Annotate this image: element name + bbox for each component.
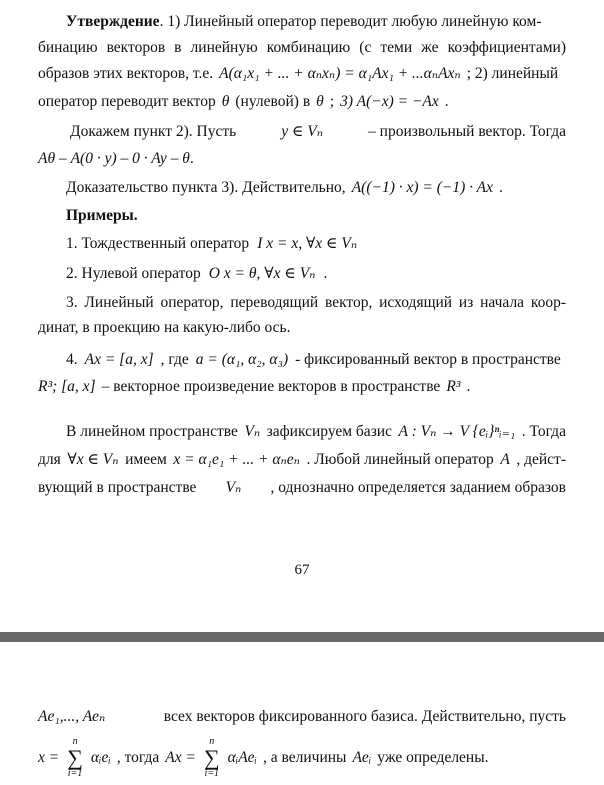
line-unique: вующий в пространстве Vₙ , однозначно определяется заданием образов — [38, 479, 566, 496]
page-number: 67 — [294, 562, 310, 578]
statement-heading: Утверждение — [66, 13, 160, 30]
formula-zero: Aθ – A(0 · y) – 0 · Ay – θ — [38, 150, 190, 167]
example-3-line1: 3. Линейный оператор, переводящий вектор, исходящий из начала коор- — [66, 294, 566, 311]
line-basis: В линейном пространстве Vₙ зафиксируем базис A : Vₙ → V {eᵢ}ⁿᵢ₌₁ . Тогда — [66, 423, 566, 440]
sum-symbol-2: n ∑ i=1 — [203, 736, 220, 779]
line-2: бинацию векторов в линейную комбинацию (с теми же коэффициентами) — [38, 39, 566, 56]
example-2: 2. Нулевой оператор O x = θ, ∀x ∈ Vₙ . — [66, 265, 328, 282]
formula-linearity: A(α₁x₁ + ... + αₙxₙ) = α₁Ax₁ + ...αₙAxₙ — [219, 65, 461, 82]
page-separator — [0, 632, 604, 642]
line-statement: Утверждение. 1) Линейный оператор переводит любую линейную ком- — [66, 13, 542, 30]
example-1: 1. Тождественный оператор I x = x, ∀x ∈ Vₙ — [66, 235, 358, 252]
formula-negation: 3) A(−x) = −Ax — [340, 93, 439, 110]
line-4: оператор переводит вектор θ (нулевой) в θ ; 3) A(−x) = −Ax . — [38, 93, 449, 110]
examples-heading: Примеры. — [66, 207, 138, 224]
line-3: образов этих векторов, т.е. A(α₁x₁ + ... + αₙxₙ) = α₁Ax₁ + ...αₙAxₙ ; 2) линейный — [38, 65, 559, 82]
line-expansion: для ∀x ∈ Vₙ имеем x = α₁e₁ + ... + αₙeₙ . Любой линейный оператор A , дейст- — [38, 451, 566, 468]
line-sum: x = n ∑ i=1 αᵢeᵢ , тогда Ax = n ∑ i=1 αᵢAeᵢ , а величины Aeᵢ уже определены. — [38, 736, 489, 779]
line-6: Aθ – A(0 · y) – 0 · Ay – θ. — [38, 150, 194, 167]
line-5: Докажем пункт 2). Пусть y ∈ Vₙ – произвольный вектор. Тогда — [70, 123, 566, 140]
example-3-line2: динат, в проекцию на какую-либо ось. — [38, 319, 291, 336]
example-4: 4. Ax = [a, x] , где a = (α₁, α₂, α₃) - фиксированный вектор в пространстве — [66, 351, 561, 368]
sum-symbol: n ∑ i=1 — [67, 736, 83, 779]
line-images: Ae₁,..., Aeₙ всех векторов фиксированного базиса. Действительно, пусть — [38, 708, 566, 725]
example-4-line2: R³; [a, x] – векторное произведение векторов в пространстве R³ . — [38, 378, 471, 395]
line-7: Доказательство пункта 3). Действительно, A((−1) · x) = (−1) · Ax . — [66, 179, 503, 196]
